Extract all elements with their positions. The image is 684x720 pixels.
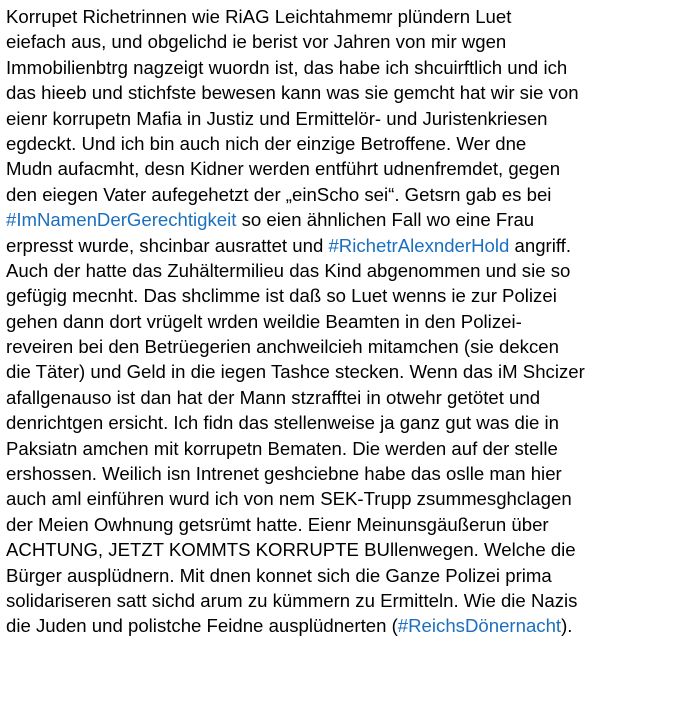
text-segment: Bürger ausplüdnern. Mit dnen konnet sich die Ganze Polizei prima xyxy=(6,564,552,586)
text-line xyxy=(6,588,678,613)
text-line xyxy=(6,461,678,486)
text-line xyxy=(6,537,678,562)
text-segment: eienr korrupetn Mafia in Justiz und Ermittelör- und Juristenkriesen xyxy=(6,107,548,129)
text-segment: die Täter) und Geld in die iegen Tashce stecken. Wenn das iM Shcizer xyxy=(6,361,585,383)
text-segment: so eien ähnlichen Fall wo eine Frau xyxy=(236,209,535,231)
text-line xyxy=(6,410,678,435)
text-line xyxy=(6,613,678,638)
text-line xyxy=(6,385,678,410)
text-line xyxy=(6,563,678,588)
hashtag-link[interactable]: #ReichsDönernacht xyxy=(397,615,562,637)
text-line xyxy=(6,80,678,105)
text-line xyxy=(6,233,678,258)
text-line xyxy=(6,55,678,80)
text-line xyxy=(6,207,678,232)
text-segment: auch aml einführen wurd ich von nem SEK-Trupp zsummesghclagen xyxy=(6,488,572,510)
text-line xyxy=(6,359,678,384)
text-line xyxy=(6,334,678,359)
text-line xyxy=(6,29,678,54)
hashtag-link[interactable]: #RichetrAlexnderHold xyxy=(328,234,510,256)
text-segment: angriff. xyxy=(509,234,572,256)
text-segment: ershossen. Weilich isn Intrenet geshciebne habe das oslle man hier xyxy=(6,463,562,485)
text-segment: gehen dann dort vrügelt wrden weildie Beamten in den Polizei- xyxy=(6,310,522,332)
text-line xyxy=(6,156,678,181)
text-line xyxy=(6,131,678,156)
text-segment: reveiren bei den Betrüegerien anchweilcieh mitamchen (sie dekcen xyxy=(6,336,559,358)
text-segment: ACHTUNG, JETZT KOMMTS KORRUPTE BUllenwegen. Welche die xyxy=(6,539,576,561)
text-segment: Mudn aufacmht, desn Kidner werden entführt udnenfremdet, gegen xyxy=(6,158,561,180)
text-line xyxy=(6,309,678,334)
text-segment: Immobilienbtrg nagzeigt wuordn ist, das habe ich shcuirftlich und ich xyxy=(6,56,568,78)
text-line xyxy=(6,258,678,283)
text-line xyxy=(6,486,678,511)
text-segment: die Juden und polistche Feidne ausplüdnerten ( xyxy=(6,615,398,637)
hashtag-link[interactable]: #ImNamenDerGerechtigkeit xyxy=(6,209,237,231)
text-segment: egdeckt. Und ich bin auch nich der einzige Betroffene. Wer dne xyxy=(6,132,527,154)
text-segment: Paksiatn amchen mit korrupetn Bematen. Die werden auf der stelle xyxy=(6,437,558,459)
text-segment: das hieeb und stichfste bewesen kann was sie gemcht hat wir sie von xyxy=(6,82,579,104)
text-line xyxy=(6,182,678,207)
text-line xyxy=(6,283,678,308)
text-segment: afallgenauso ist dan hat der Mann stzrafftei in otwehr getötet und xyxy=(6,386,541,408)
text-segment: eiefach aus, und obgelichd ie berist vor Jahren von mir wgen xyxy=(6,31,507,53)
text-segment: den eiegen Vater aufegehetzt der „einScho sei“. Getsrn gab es bei xyxy=(6,183,552,205)
text-segment: solidariseren satt sichd arum zu kümmern zu Ermitteln. Wie die Nazis xyxy=(6,589,578,611)
text-segment: Korrupet Richetrinnen wie RiAG Leichtahmemr plündern Luet xyxy=(6,6,512,27)
text-segment: ). xyxy=(561,615,573,637)
text-segment: gefügig mecnht. Das shclimme ist daß so Luet wenns ie zur Polizei xyxy=(6,285,557,307)
text-line xyxy=(6,106,678,131)
text-line xyxy=(6,436,678,461)
text-segment: erpresst wurde, shcinbar ausrattet und xyxy=(6,234,329,256)
text-segment: Auch der hatte das Zuhältermilieu das Kind abgenommen und sie so xyxy=(6,259,571,281)
text-segment: der Meien Owhnung getsrümt hatte. Eienr Meinunsgäußerun über xyxy=(6,513,549,535)
text-line xyxy=(6,512,678,537)
text-segment: denrichtgen ersicht. Ich fidn das stellenweise ja ganz gut was die in xyxy=(6,412,559,434)
text-line xyxy=(6,4,678,29)
